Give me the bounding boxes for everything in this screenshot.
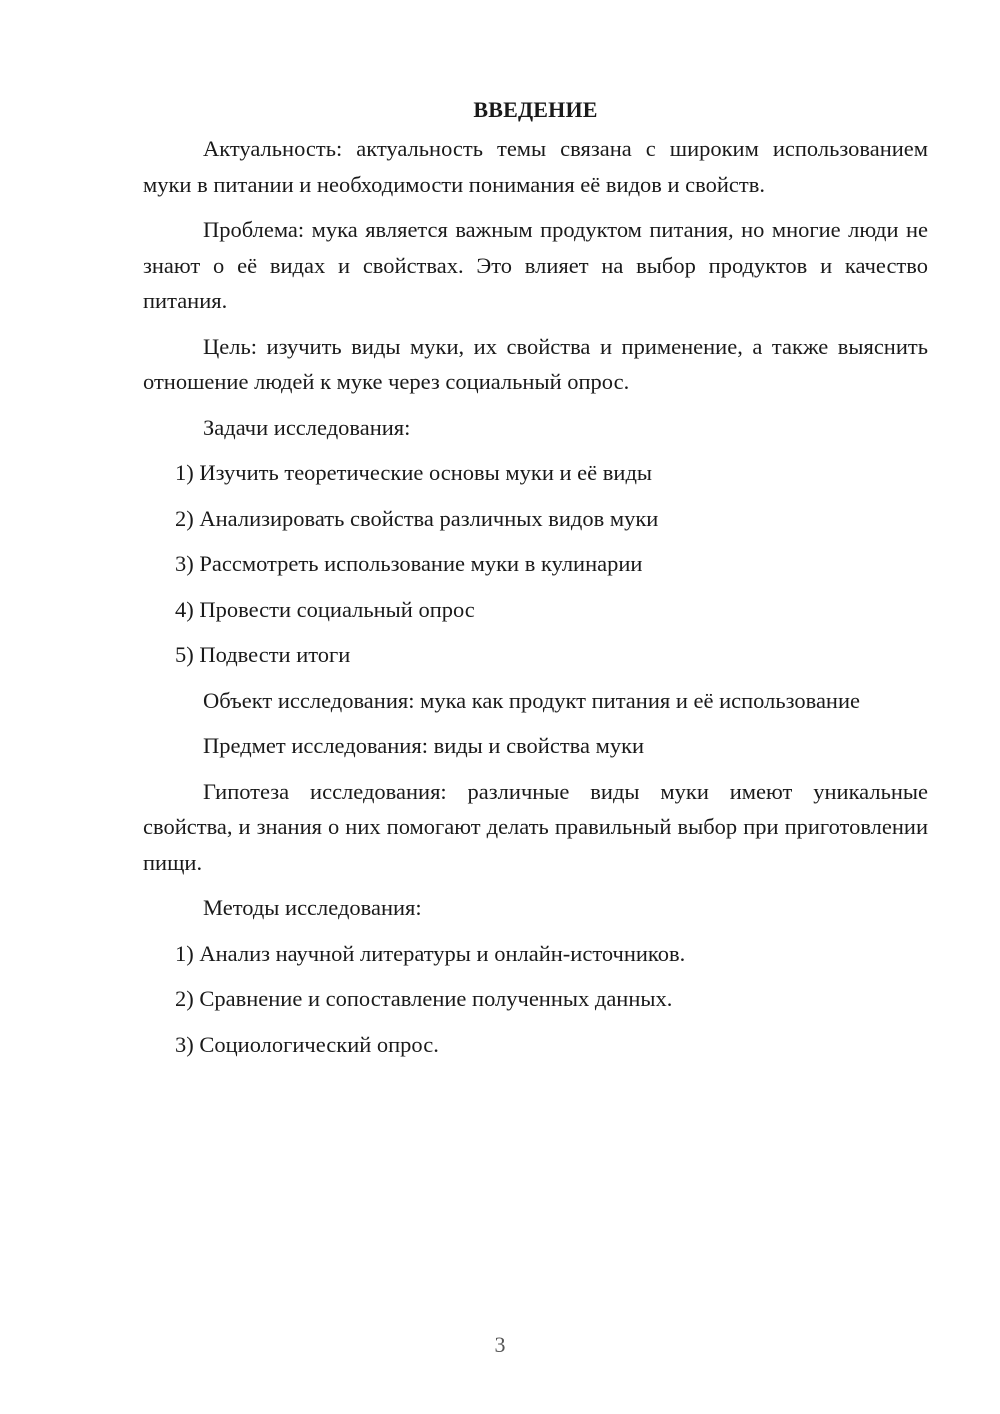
- hypothesis-paragraph: Гипотеза исследования: различные виды муки имеют уникальные свойства, и знания о них помогают делать правильный выбор при приготовлении пищи.: [143, 778, 928, 875]
- goal-paragraph: Цель: изучить виды муки, их свойства и применение, а также выяснить отношение людей к муке через социальный опрос.: [143, 333, 928, 394]
- page-number: 3: [494, 1332, 506, 1357]
- task-item: 1) Изучить теоретические основы муки и её виды: [175, 460, 653, 485]
- problem-paragraph: Проблема: мука является важным продуктом питания, но многие люди не знают о её видах и свойствах. Это влияет на выбор продуктов и качество питания.: [143, 217, 928, 313]
- task-item: 5) Подвести итоги: [175, 642, 351, 667]
- task-item: 3) Рассмотреть использование муки в кулинарии: [175, 551, 643, 576]
- method-item: 1) Анализ научной литературы и онлайн-источников.: [175, 940, 686, 966]
- method-item: 3) Социологический опрос.: [175, 1031, 439, 1057]
- tasks-heading: Задачи исследования:: [203, 414, 411, 440]
- subject-paragraph: Предмет исследования: виды и свойства муки: [203, 733, 645, 758]
- relevance-paragraph: Актуальность: актуальность темы связана с широким использованием муки в питании и необходимости понимания её видов и свойств.: [143, 136, 928, 197]
- methods-heading: Методы исследования:: [203, 895, 422, 920]
- task-item: 2) Анализировать свойства различных видов муки: [175, 505, 659, 531]
- document-page: [143, 92, 928, 1072]
- document-title: ВВЕДЕНИЕ: [473, 97, 598, 122]
- method-item: 2) Сравнение и сопоставление полученных данных.: [175, 986, 673, 1011]
- task-item: 4) Провести социальный опрос: [175, 596, 475, 622]
- object-paragraph: Объект исследования: мука как продукт питания и её использование: [203, 687, 861, 713]
